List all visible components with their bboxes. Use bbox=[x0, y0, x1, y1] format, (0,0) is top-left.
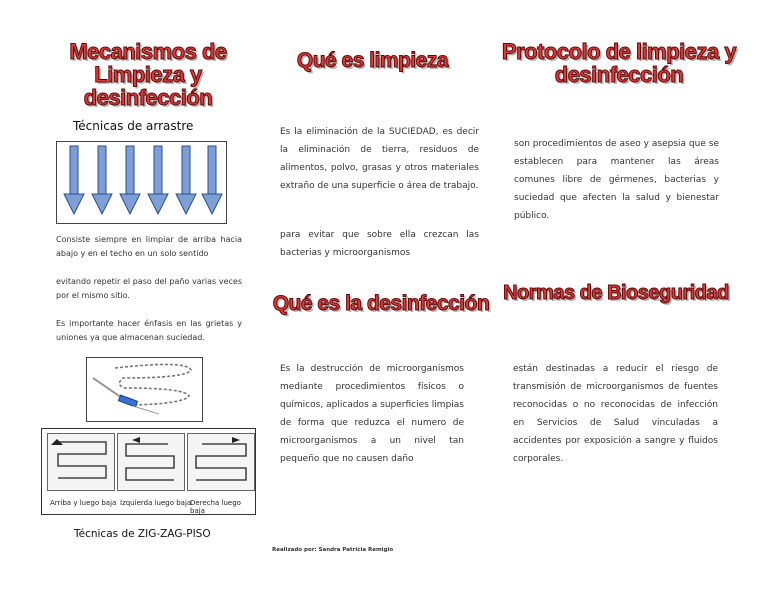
mop-icon bbox=[87, 358, 202, 421]
normas-definition: están destinadas a reducir el riesgo de transmisión de microorganismos de fuentes reconocidas o no reconocidas de infección en Servicios de Salud vinculadas a accidentes por exposición a sangre y fluidos corporales. bbox=[513, 364, 718, 464]
zigzag-path-icon bbox=[48, 434, 114, 490]
zigzag-diagram bbox=[41, 428, 256, 515]
title-que-es-limpieza: Qué es limpieza bbox=[296, 49, 449, 72]
mop-zigzag-figure bbox=[86, 357, 203, 422]
title-protocolo: Protocolo de limpieza y desinfección bbox=[501, 39, 737, 88]
down-arrow-icon bbox=[64, 146, 84, 214]
subtitle-tecnicas-zigzag: Técnicas de ZIG-ZAG-PISO bbox=[74, 528, 211, 540]
down-arrow-icon bbox=[176, 146, 196, 214]
zigzag-panel-2 bbox=[117, 433, 185, 491]
title-mecanismos: Mecanismos de Limpieza y desinfección bbox=[69, 39, 227, 111]
arrows-graphic bbox=[57, 142, 226, 223]
limpieza-definition: Es la eliminación de la SUCIEDAD, es decir la eliminación de tierra, residuos de alimentos, polvo, grasas y otros materiales extraño de una superficie o área de trabajo. bbox=[280, 127, 479, 191]
desinfeccion-definition: Es la destrucción de microorganismos mediante procedimientos físicos o químicos, aplicados a superficies limpias de forma que reduzca el numero de microorganismos a un nivel tan pequeño que no causen daño bbox=[280, 364, 464, 464]
zigzag-caption-3: Derecha luego baja bbox=[190, 499, 241, 515]
zigzag-panel-1 bbox=[47, 433, 115, 491]
zigzag-panel-3 bbox=[187, 433, 255, 491]
zigzag-path-icon bbox=[118, 434, 184, 490]
down-arrow-icon bbox=[202, 146, 222, 214]
title-normas-bioseguridad: Normas de Bioseguridad bbox=[503, 282, 729, 304]
limpieza-purpose: para evitar que sobre ella crezcan las bacterias y microorganismos bbox=[280, 230, 479, 258]
zigzag-caption-1: Arriba y luego baja bbox=[50, 499, 117, 507]
protocolo-definition: son procedimientos de aseo y asepsia que se establecen para mantener las áreas comunes libre de gérmenes, bacterias y suciedad que afecten la salud y bienestar público. bbox=[514, 139, 719, 221]
arrastre-text-1: Consiste siempre en limpiar de arriba hacia abajo y en el techo en un solo sentido bbox=[56, 235, 242, 258]
arrastre-arrows-figure bbox=[56, 141, 227, 224]
arrastre-text-2: evitando repetir el paso del paño varias veces por el mismo sitio. bbox=[56, 277, 242, 300]
title-que-es-desinfeccion: Qué es la desinfección bbox=[272, 292, 490, 315]
down-arrow-icon bbox=[92, 146, 112, 214]
down-arrow-icon bbox=[148, 146, 168, 214]
down-arrow-icon bbox=[120, 146, 140, 214]
arrastre-text-3: Es importante hacer énfasis en las grietas y uniones ya que almacenan suciedad. bbox=[56, 319, 242, 342]
zigzag-path-icon bbox=[188, 434, 254, 490]
zigzag-caption-2: Izquierda luego baja bbox=[120, 499, 192, 507]
author-credit: Realizado por: Sandra Patricia Remigio bbox=[272, 547, 394, 553]
subtitle-tecnicas-arrastre: Técnicas de arrastre bbox=[73, 119, 194, 133]
